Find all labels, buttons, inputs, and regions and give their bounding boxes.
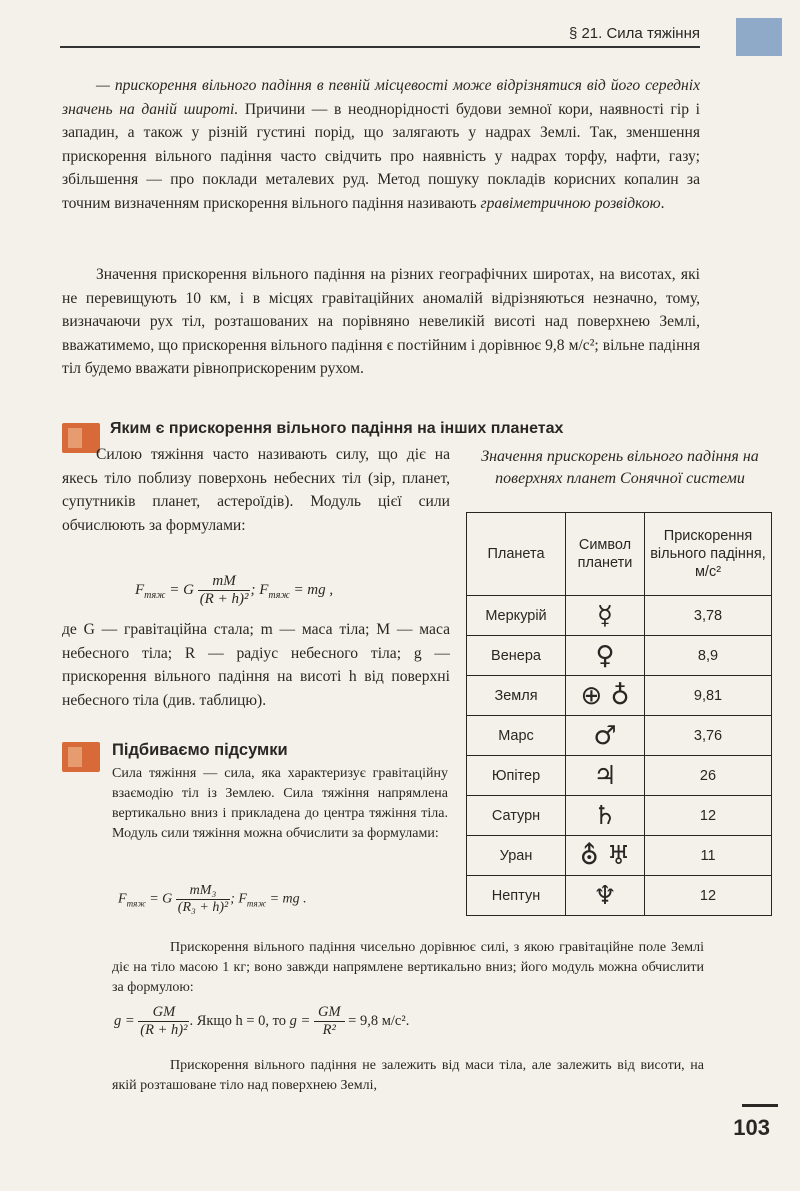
- planet-name: Земля: [467, 676, 566, 716]
- table-caption: Значення прискорень вільного падіння на поверхнях планет Сонячної системи: [481, 448, 759, 487]
- fraction: [138, 1004, 189, 1039]
- acceleration-value: 11: [645, 836, 772, 876]
- neptune-symbol-icon: ♆: [566, 876, 645, 916]
- planet-name: Марс: [467, 716, 566, 756]
- fraction: [176, 883, 230, 916]
- mg-term: = mg .: [266, 891, 307, 907]
- section3-paragraph-1: Силою тяжіння часто називають силу, що діє на якесь тіло поблизу поверхонь небесних тіл (зір, планет, супутників планет, астероїдів). Модуль цієї сили обчислюють за формулами:: [62, 446, 450, 534]
- header-acceleration: Прискорення вільного падіння, м/с²: [645, 513, 772, 596]
- summary-paragraph-3: Прискорення вільного падіння не залежить від маси тіла, але залежить від висоти, на якій розташоване тіло над поверхнею Землі,: [112, 1058, 704, 1093]
- table-row: [467, 636, 772, 676]
- planet-name: Сатурн: [467, 796, 566, 836]
- planet-table: [466, 512, 772, 916]
- condition-text: . Якщо h = 0, то: [189, 1012, 290, 1029]
- intro-text: Причини — в неоднорідності будови земної кори, наявності гір і западин, а також у різній густині порід, що залягають у надрах Землі. Так, зменшення прискорення вільного падіння часто свідчить про наявність у надрах торфу, нафти, газу; збільшення — про поклади металевих руд. Метод пошуку покладів корисних копалин за точним визначенням прискорення вільного падіння називають: [62, 100, 700, 212]
- saturn-symbol-icon: ♄: [566, 796, 645, 836]
- mg-term: = mg ,: [289, 581, 334, 598]
- f-subscript: тяж: [126, 898, 146, 909]
- intro-paragraph-2: Значення прискорення вільного падіння на різних географічних широтах, на висотах, які не перевищують 10 км, і в місцях гравітаційних аномалій відрізняються незначно, тому, визначаючи рух тіл, розташованих на порівняно невеликій висоті над поверхнею Землі, вважатимемо, що прискорення вільного падіння є постійним і дорівнює 9,8 м/с²; вільне падіння тіл будемо вважати рівноприскореним рухом.: [62, 266, 700, 377]
- summary-paragraph-1: Сила тяжіння — сила, яка характеризує гравітаційну взаємодію тіл із Землею. Сила тяжіння напрямлена вертикально вниз і прикладена до центра тяжіння тіла. Модуль сили тяжіння можна обчислити за формулами:: [112, 766, 448, 841]
- numerator: mM: [198, 573, 251, 591]
- emphasis-text: прискорення вільного падіння в певній місцевості може відрізнятися від його середніх значень на даній широті.: [62, 77, 701, 118]
- numerator: GM: [138, 1004, 189, 1022]
- table-row: [467, 756, 772, 796]
- denominator-2: R²: [322, 1022, 336, 1038]
- f-subscript-2: тяж: [246, 898, 267, 909]
- acceleration-formula: [114, 1004, 409, 1039]
- header-symbol: Символ планети: [566, 513, 645, 596]
- table-row: [467, 596, 772, 636]
- denominator: (R₃ + h)²: [177, 900, 229, 915]
- result-value: = 9,8 м/с².: [344, 1012, 410, 1029]
- em-dash: —: [96, 77, 115, 94]
- acceleration-value: 26: [645, 756, 772, 796]
- acceleration-value: 3,78: [645, 596, 772, 636]
- jupiter-symbol-icon: ♃: [566, 756, 645, 796]
- running-head: [60, 22, 700, 48]
- intro-paragraph-1: [62, 74, 700, 215]
- table-row: [467, 676, 772, 716]
- acceleration-value: 9,81: [645, 676, 772, 716]
- mars-symbol-icon: ♂: [566, 716, 645, 756]
- separator: ;: [230, 891, 239, 907]
- planet-name: Нептун: [467, 876, 566, 916]
- page-number: 103: [733, 1115, 770, 1140]
- acceleration-value: 12: [645, 876, 772, 916]
- summary-paragraph-2: Прискорення вільного падіння чисельно дорівнює силі, з якою гравітаційне поле Землі діє на тіло масою 1 кг; воно завжди напрямлене вертикально вниз; його модуль можна обчислити за формулою:: [112, 940, 704, 995]
- earth-symbol-icon: ⊕ ♁: [566, 676, 645, 716]
- table-row: [467, 836, 772, 876]
- planet-name: Венера: [467, 636, 566, 676]
- gravimetric-term: гравіметричною розвідкою: [480, 194, 661, 212]
- section3-paragraph-2: де G — гравітаційна стала; m — маса тіла; M — маса небесного тіла; R — радіус небесного тіла; g — прискорення вільного падіння на висоті h від поверхні небесного тіла (див. таблицю).: [62, 621, 450, 709]
- f-symbol-2: F: [259, 581, 269, 598]
- table-header-row: [467, 513, 772, 596]
- g-symbol-2: g =: [289, 1012, 314, 1029]
- f-symbol-2: F: [238, 891, 247, 907]
- numerator: mM₃: [176, 883, 230, 900]
- f-subscript-2: тяж: [268, 589, 290, 601]
- header-planet: Планета: [467, 513, 566, 596]
- denominator: (R + h)²: [140, 1022, 188, 1038]
- section-marker-summary: [62, 742, 100, 772]
- corner-tab: [736, 18, 782, 56]
- summary-formula: [118, 883, 307, 916]
- gravity-formula: [135, 573, 333, 608]
- f-symbol: F: [118, 891, 127, 907]
- fraction: [198, 573, 251, 608]
- summary-heading: Підбиваємо підсумки: [112, 741, 288, 759]
- separator: ;: [250, 581, 260, 598]
- acceleration-value: 3,76: [645, 716, 772, 756]
- planet-name: Меркурій: [467, 596, 566, 636]
- table-row: [467, 716, 772, 756]
- equals-g: = G: [165, 581, 194, 598]
- table-row: [467, 796, 772, 836]
- page-number-rule: [742, 1104, 778, 1107]
- section-heading-other-planets: Яким є прискорення вільного падіння на інших планетах: [110, 420, 564, 437]
- f-symbol: F: [135, 581, 145, 598]
- table-row: [467, 876, 772, 916]
- planet-name: Юпітер: [467, 756, 566, 796]
- fraction-2: [314, 1004, 345, 1039]
- section-title: § 21. Сила тяжіння: [568, 25, 700, 42]
- g-symbol: g =: [114, 1012, 139, 1029]
- denominator: (R + h)²: [199, 591, 249, 607]
- period: .: [660, 194, 665, 212]
- equals-g: = G: [145, 891, 173, 907]
- f-subscript: тяж: [144, 589, 166, 601]
- numerator-2: GM: [314, 1004, 345, 1022]
- venus-symbol-icon: ♀: [566, 636, 645, 676]
- uranus-symbol-icon: ⛢ ♅: [566, 836, 645, 876]
- planet-name: Уран: [467, 836, 566, 876]
- acceleration-value: 12: [645, 796, 772, 836]
- acceleration-value: 8,9: [645, 636, 772, 676]
- mercury-symbol-icon: ☿: [566, 596, 645, 636]
